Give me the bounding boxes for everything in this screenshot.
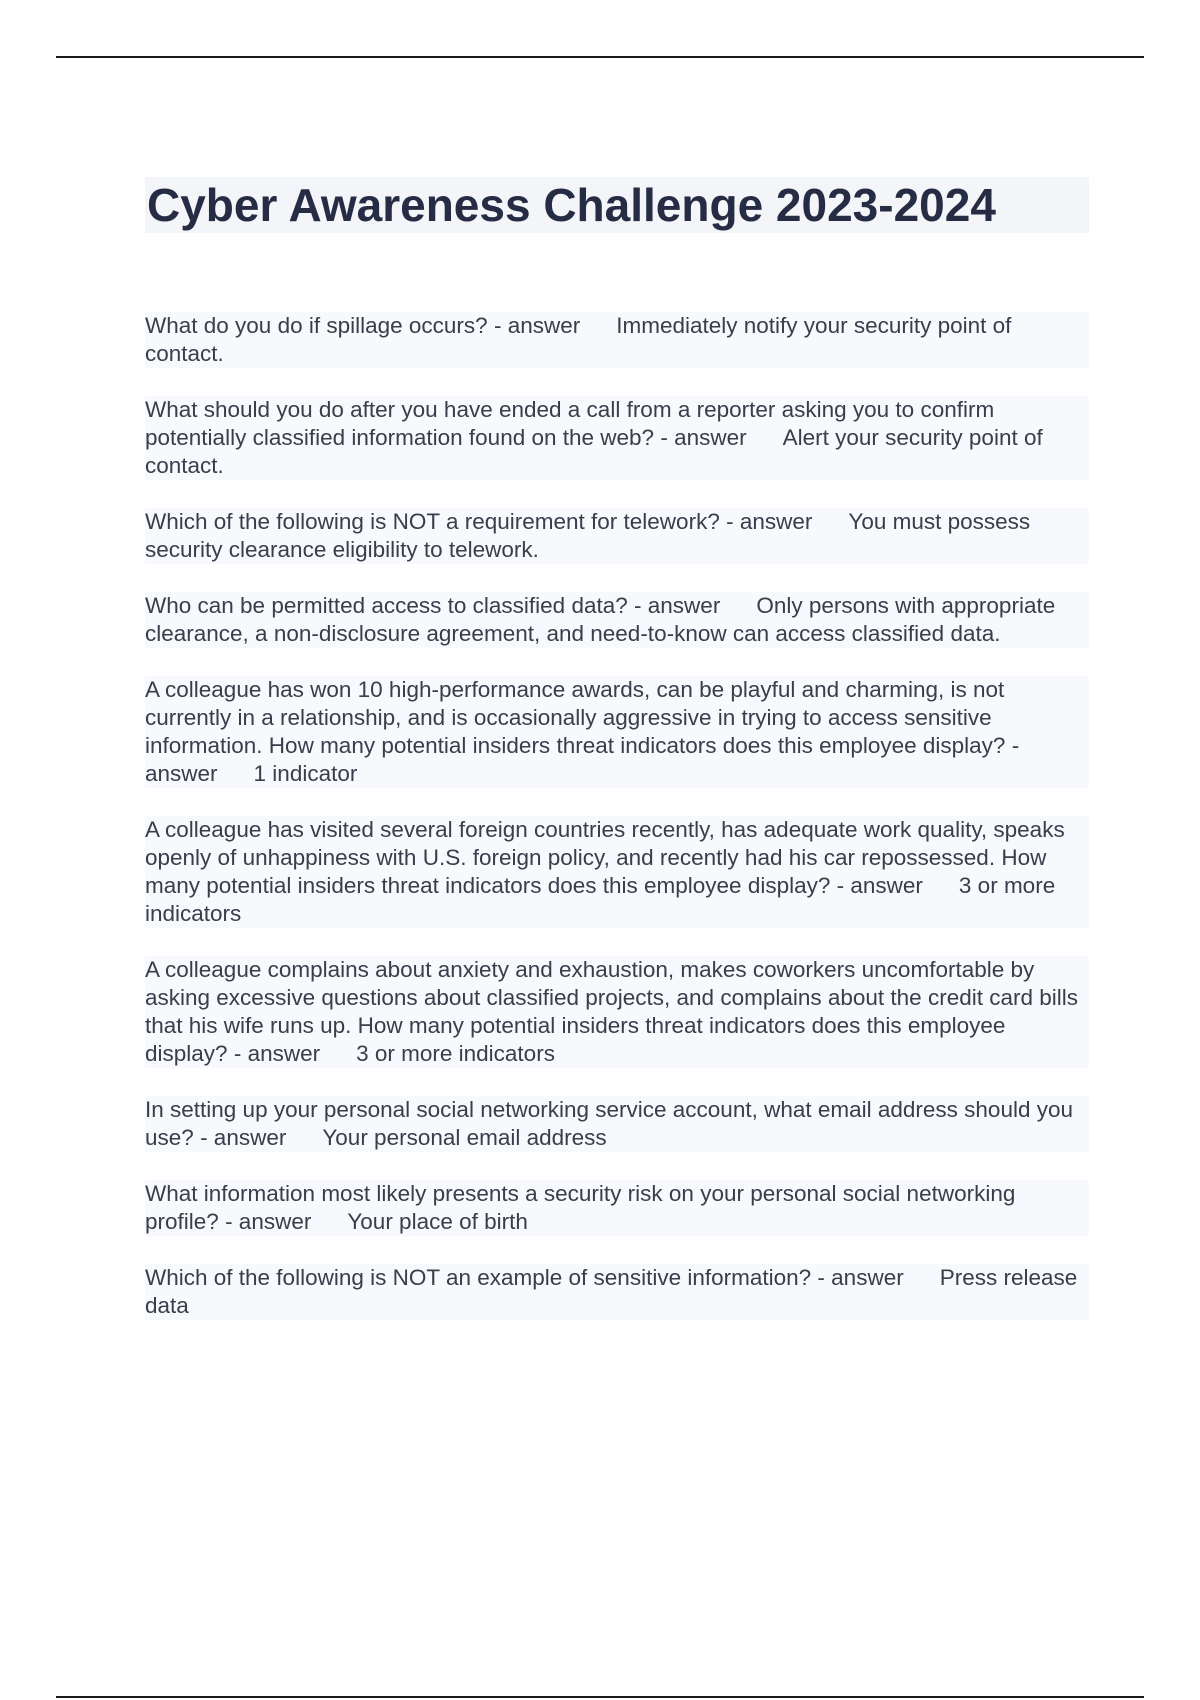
question-text: Which of the following is NOT a requirement for telework? [145, 509, 720, 534]
qa-item [145, 816, 1089, 928]
answer-text: Immediately notify your security point of contact. [145, 313, 1012, 366]
qa-item [145, 676, 1089, 788]
answer-text: Only persons with appropriate clearance, a non-disclosure agreement, and need-to-know can access classified data. [145, 593, 1056, 646]
qa-item [145, 1264, 1089, 1320]
question-text: A colleague complains about anxiety and exhaustion, makes coworkers uncomfortable by asking excessive questions about classified projects, and complains about the credit card bills that his wife runs up. How many potential insiders threat indicators does this employee display? [145, 957, 1079, 1066]
qa-item [145, 312, 1089, 368]
qa-item [145, 1096, 1089, 1152]
qa-item [145, 1180, 1089, 1236]
top-rule [56, 56, 1144, 58]
answer-text: Alert your security point of contact. [145, 425, 1043, 478]
qa-item [145, 396, 1089, 480]
answer-marker: - answer [634, 593, 721, 618]
question-text: In setting up your personal social networking service account, what email address should you use? [145, 1097, 1074, 1150]
answer-marker: - answer [493, 313, 581, 338]
answer-marker: - answer [225, 1209, 312, 1234]
answer-marker: - answer [200, 1125, 287, 1150]
answer-marker: - answer [233, 1041, 321, 1066]
question-text: What do you do if spillage occurs? [145, 313, 488, 338]
qa-item [145, 956, 1089, 1068]
qa-list [145, 312, 1089, 1348]
answer-text: Press release data [145, 1265, 1078, 1318]
answer-marker: - answer [145, 733, 1020, 786]
bottom-rule [56, 1696, 1144, 1698]
answer-text: 1 indicator [253, 761, 358, 786]
question-text: What information most likely presents a security risk on your personal social networking profile? [145, 1181, 1016, 1234]
question-text: Which of the following is NOT an example of sensitive information? [145, 1265, 812, 1290]
answer-marker: - answer [817, 1265, 904, 1290]
qa-item [145, 508, 1089, 564]
answer-text: You must possess security clearance eligibility to telework. [145, 509, 1031, 562]
answer-text: Your place of birth [347, 1209, 528, 1234]
answer-marker: - answer [726, 509, 813, 534]
answer-text: Your personal email address [322, 1125, 607, 1150]
answer-text: 3 or more indicators [356, 1041, 555, 1066]
qa-item [145, 592, 1089, 648]
answer-marker: - answer [836, 873, 923, 898]
answer-text: 3 or more indicators [145, 873, 1056, 926]
document-title: Cyber Awareness Challenge 2023-2024 [145, 177, 1089, 233]
question-text: Who can be permitted access to classified data? [145, 593, 628, 618]
question-text: A colleague has visited several foreign countries recently, has adequate work quality, speaks openly of unhappiness with U.S. foreign policy, and recently had his car repossessed. How many potential insiders threat indicators does this employee display? [145, 817, 1065, 898]
question-text: What should you do after you have ended a call from a reporter asking you to confirm potentially classified information found on the web? [145, 397, 995, 450]
answer-marker: - answer [660, 425, 747, 450]
question-text: A colleague has won 10 high-performance awards, can be playful and charming, is not currently in a relationship, and is occasionally aggressive in trying to access sensitive information. How many potential insiders threat indicators does this employee display? [145, 677, 1006, 758]
